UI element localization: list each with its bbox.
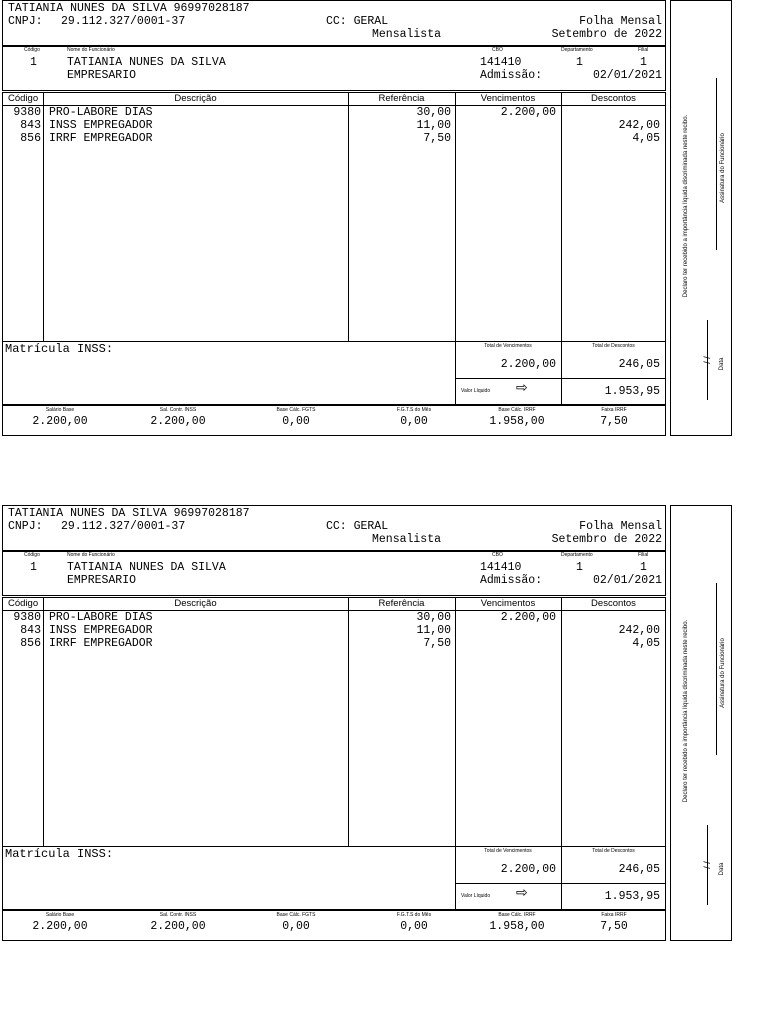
- employee-branch: 1: [640, 561, 647, 574]
- branch-label: Filial: [638, 552, 649, 558]
- net-pay-label: Valor Líquido: [461, 388, 491, 394]
- table-cell: 7,50: [423, 637, 451, 650]
- employee-cbo: 141410: [480, 561, 522, 574]
- table-cell: 9380: [13, 106, 41, 119]
- signature-label: Assinatura do Funcionário: [720, 133, 726, 203]
- table-cell: 4,05: [632, 637, 660, 650]
- department-label: Departamento: [561, 47, 593, 53]
- inss-registration-label: Matrícula INSS:: [5, 342, 114, 356]
- col-header-earnings: Vencimentos: [480, 93, 536, 104]
- table-cell: PRO-LABORE DIAS: [49, 611, 153, 624]
- base-label: Base Cálc. IRRF: [498, 912, 536, 918]
- admission-label: Admissão:: [480, 69, 543, 82]
- col-header-code: Código: [8, 93, 39, 104]
- date-slashes: / /: [702, 861, 712, 869]
- employee-role: EMPRESARIO: [67, 69, 137, 82]
- document-type: Folha Mensal: [579, 520, 662, 533]
- col-header-reference: Referência: [378, 93, 425, 104]
- table-cell: [561, 106, 660, 119]
- references-column: [348, 611, 451, 650]
- company-name: TATIANIA NUNES DA SILVA 96997028187: [8, 2, 250, 15]
- base-label: Faixa IRRF: [601, 407, 627, 413]
- base-value: 7,50: [600, 415, 628, 428]
- table-cell: 30,00: [416, 106, 451, 119]
- cnpj-label: CNPJ:: [8, 520, 43, 533]
- total-earnings-label: Total de Vencimentos: [484, 343, 532, 349]
- period: Setembro de 2022: [551, 533, 662, 546]
- col-header-reference: Referência: [378, 598, 425, 609]
- table-cell: 9380: [13, 611, 41, 624]
- department-label: Departamento: [561, 552, 593, 558]
- total-deductions-value: 246,05: [618, 863, 660, 876]
- cbo-label: CBO: [492, 47, 503, 53]
- earnings-column: [455, 106, 556, 145]
- col-header-description: Descrição: [174, 598, 217, 609]
- references-column: [348, 106, 451, 145]
- cnpj-label: CNPJ:: [8, 15, 43, 28]
- branch-label: Filial: [638, 47, 649, 53]
- base-value: 7,50: [600, 920, 628, 933]
- table-cell: 30,00: [416, 611, 451, 624]
- table-cell: INSS EMPREGADOR: [49, 119, 153, 132]
- total-deductions-label: Total de Descontos: [592, 848, 635, 854]
- employee-name: TATIANIA NUNES DA SILVA: [67, 56, 226, 69]
- name-label: Nome do Funcionário: [67, 47, 115, 53]
- base-label: F.G.T.S do Mês: [396, 407, 432, 413]
- table-cell: [561, 611, 660, 624]
- employee-cbo: 141410: [480, 56, 522, 69]
- cnpj-value: 29.112.327/0001-37: [61, 15, 186, 28]
- receipt-declaration: Declaro ter recebido a importância líquida discriminada neste recibo.: [683, 619, 689, 803]
- employee-role: EMPRESARIO: [67, 574, 137, 587]
- total-earnings-label: Total de Vencimentos: [484, 848, 532, 854]
- base-value: 1.958,00: [489, 415, 545, 428]
- table-cell: IRRF EMPREGADOR: [49, 637, 153, 650]
- date-label: Data: [719, 862, 725, 876]
- deductions-column: [561, 611, 660, 650]
- employee-department: 1: [576, 561, 583, 574]
- table-cell: 11,00: [416, 119, 451, 132]
- company-name: TATIANIA NUNES DA SILVA 96997028187: [8, 507, 250, 520]
- total-deductions-value: 246,05: [618, 358, 660, 371]
- descriptions-column: [49, 611, 153, 650]
- base-value: 0,00: [400, 415, 428, 428]
- arrow-right-icon: ⇨: [516, 380, 528, 396]
- employee-code: 1: [30, 561, 37, 574]
- total-earnings-value: 2.200,00: [500, 863, 556, 876]
- table-cell: INSS EMPREGADOR: [49, 624, 153, 637]
- payslip: [0, 0, 768, 440]
- base-label: Sal. Contr. INSS: [159, 407, 197, 413]
- base-value: 0,00: [282, 920, 310, 933]
- name-label: Nome do Funcionário: [67, 552, 115, 558]
- col-header-deductions: Descontos: [591, 93, 636, 104]
- code-label: Código: [24, 552, 40, 558]
- code-label: Código: [24, 47, 40, 53]
- table-cell: [455, 637, 556, 650]
- codes-column: [2, 611, 41, 650]
- cnpj-value: 29.112.327/0001-37: [61, 520, 186, 533]
- payslip: [0, 505, 768, 945]
- employee-code: 1: [30, 56, 37, 69]
- cost-center: CC: GERAL: [326, 520, 389, 533]
- base-label: Base Cálc. FGTS: [276, 407, 316, 413]
- base-value: 2.200,00: [150, 920, 206, 933]
- admission-date: 02/01/2021: [592, 69, 662, 82]
- table-cell: 7,50: [423, 132, 451, 145]
- base-value: 2.200,00: [32, 415, 88, 428]
- admission-label: Admissão:: [480, 574, 543, 587]
- table-cell: IRRF EMPREGADOR: [49, 132, 153, 145]
- signature-label: Assinatura do Funcionário: [720, 638, 726, 708]
- earnings-column: [455, 611, 556, 650]
- descriptions-column: [49, 106, 153, 145]
- inss-registration-label: Matrícula INSS:: [5, 847, 114, 861]
- base-value: 1.958,00: [489, 920, 545, 933]
- arrow-right-icon: ⇨: [516, 885, 528, 901]
- table-cell: 843: [20, 119, 41, 132]
- base-value: 2.200,00: [32, 920, 88, 933]
- table-cell: 242,00: [618, 624, 660, 637]
- employee-category: Mensalista: [372, 533, 442, 546]
- admission-date: 02/01/2021: [592, 574, 662, 587]
- net-pay-value: 1.953,95: [604, 385, 660, 398]
- base-value: 2.200,00: [150, 415, 206, 428]
- codes-column: [2, 106, 41, 145]
- employee-department: 1: [576, 56, 583, 69]
- col-header-description: Descrição: [174, 93, 217, 104]
- base-label: Faixa IRRF: [601, 912, 627, 918]
- col-header-deductions: Descontos: [591, 598, 636, 609]
- table-cell: PRO-LABORE DIAS: [49, 106, 153, 119]
- date-slashes: / /: [702, 356, 712, 364]
- base-label: Salário Base: [45, 407, 75, 413]
- document-type: Folha Mensal: [579, 15, 662, 28]
- table-cell: 2.200,00: [500, 611, 556, 624]
- cbo-label: CBO: [492, 552, 503, 558]
- net-pay-label: Valor Líquido: [461, 893, 491, 899]
- base-label: F.G.T.S do Mês: [396, 912, 432, 918]
- period: Setembro de 2022: [551, 28, 662, 41]
- table-cell: [455, 624, 556, 637]
- col-header-code: Código: [8, 598, 39, 609]
- base-label: Base Cálc. IRRF: [498, 407, 536, 413]
- table-cell: 843: [20, 624, 41, 637]
- table-cell: 11,00: [416, 624, 451, 637]
- table-cell: 242,00: [618, 119, 660, 132]
- total-earnings-value: 2.200,00: [500, 358, 556, 371]
- receipt-declaration: Declaro ter recebido a importância líquida discriminada neste recibo.: [683, 114, 689, 298]
- employee-branch: 1: [640, 56, 647, 69]
- employee-name: TATIANIA NUNES DA SILVA: [67, 561, 226, 574]
- net-pay-value: 1.953,95: [604, 890, 660, 903]
- table-cell: 4,05: [632, 132, 660, 145]
- col-header-earnings: Vencimentos: [480, 598, 536, 609]
- table-cell: 856: [20, 637, 41, 650]
- cost-center: CC: GERAL: [326, 15, 389, 28]
- table-cell: 2.200,00: [500, 106, 556, 119]
- deductions-column: [561, 106, 660, 145]
- base-value: 0,00: [282, 415, 310, 428]
- employee-category: Mensalista: [372, 28, 442, 41]
- table-cell: [455, 132, 556, 145]
- base-label: Base Cálc. FGTS: [276, 912, 316, 918]
- base-value: 0,00: [400, 920, 428, 933]
- date-label: Data: [719, 357, 725, 371]
- base-label: Sal. Contr. INSS: [159, 912, 197, 918]
- table-cell: [455, 119, 556, 132]
- total-deductions-label: Total de Descontos: [592, 343, 635, 349]
- table-cell: 856: [20, 132, 41, 145]
- base-label: Salário Base: [45, 912, 75, 918]
